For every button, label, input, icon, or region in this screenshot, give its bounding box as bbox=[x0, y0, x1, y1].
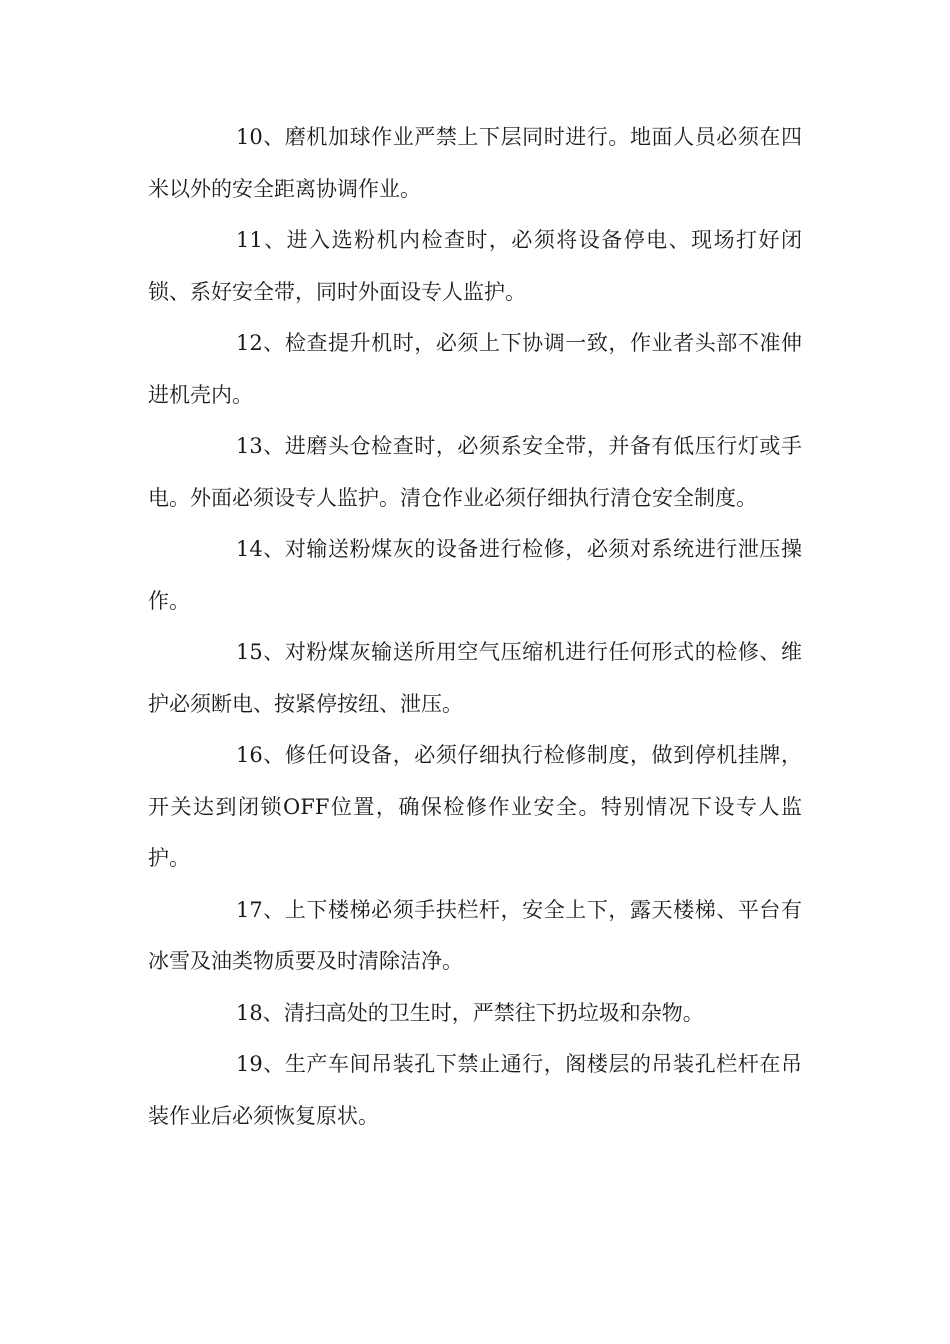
rule-item-13: 13、进磨头仓检查时，必须系安全带，并备有低压行灯或手电。外面必须设专人监护。清仓作业必须仔细执行清仓安全制度。 bbox=[148, 434, 802, 510]
rule-item-16: 16、修任何设备，必须仔细执行检修制度，做到停机挂牌，开关达到闭锁OFF位置，确保检修作业安全。特别情况下设专人监护。 bbox=[148, 743, 802, 870]
rule-item-14: 14、对输送粉煤灰的设备进行检修，必须对系统进行泄压操作。 bbox=[148, 537, 802, 613]
rule-item-12: 12、检查提升机时，必须上下协调一致，作业者头部不准伸进机壳内。 bbox=[148, 331, 802, 407]
rule-item-19: 19、生产车间吊装孔下禁止通行，阁楼层的吊装孔栏杆在吊装作业后必须恢复原状。 bbox=[148, 1052, 802, 1128]
rule-item-18: 18、清扫高处的卫生时，严禁往下扔垃圾和杂物。 bbox=[236, 1000, 704, 1025]
rule-item-15: 15、对粉煤灰输送所用空气压缩机进行任何形式的检修、维护必须断电、按紧停按纽、泄压。 bbox=[148, 640, 802, 716]
document-body bbox=[148, 112, 802, 1142]
rule-item-11: 11、进入选粉机内检查时，必须将设备停电、现场打好闭锁、系好安全带，同时外面设专人监护。 bbox=[148, 228, 802, 304]
rule-item-10: 10、磨机加球作业严禁上下层同时进行。地面人员必须在四米以外的安全距离协调作业。 bbox=[148, 125, 802, 201]
rule-item-17: 17、上下楼梯必须手扶栏杆，安全上下，露天楼梯、平台有冰雪及油类物质要及时清除洁净。 bbox=[148, 897, 802, 973]
